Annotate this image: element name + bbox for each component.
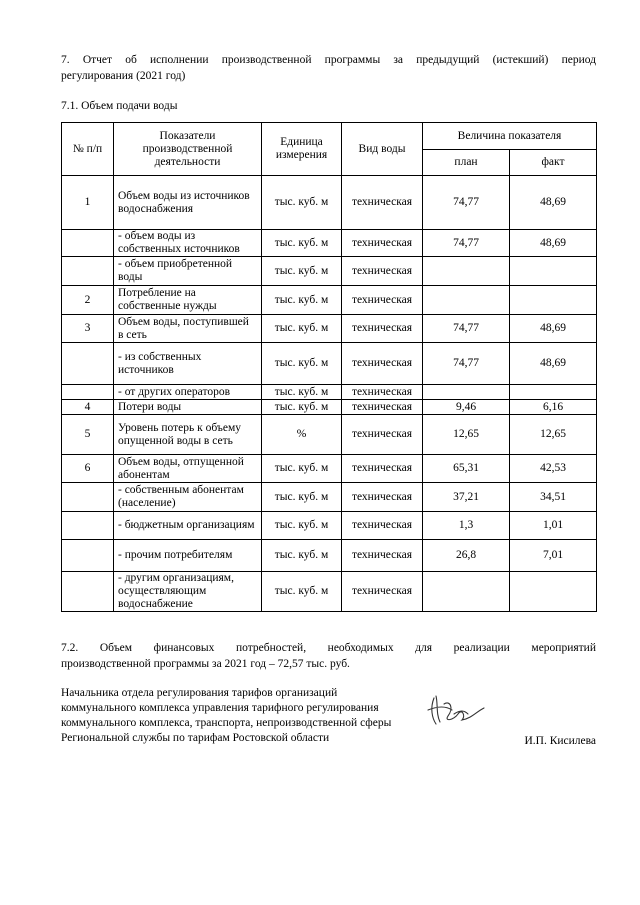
row-plan: [423, 572, 510, 612]
row-unit: тыс. куб. м: [262, 286, 342, 315]
row-unit: тыс. куб. м: [262, 512, 342, 540]
row-water-type: техническая: [342, 512, 423, 540]
header-water-type: Вид воды: [342, 123, 423, 176]
row-plan: 37,21: [423, 483, 510, 512]
row-unit: тыс. куб. м: [262, 400, 342, 415]
row-num: [62, 230, 114, 257]
row-num: [62, 512, 114, 540]
row-unit: тыс. куб. м: [262, 257, 342, 286]
row-plan: 1,3: [423, 512, 510, 540]
row-unit: тыс. куб. м: [262, 343, 342, 385]
row-plan: 74,77: [423, 315, 510, 343]
table-row: [62, 455, 597, 483]
row-indicator: - прочим потребителям: [114, 540, 262, 572]
table-row: [62, 315, 597, 343]
row-fact: 7,01: [510, 540, 597, 572]
row-indicator: Объем воды, отпущенной абонентам: [114, 455, 262, 483]
row-fact: [510, 257, 597, 286]
row-water-type: техническая: [342, 343, 423, 385]
row-unit: тыс. куб. м: [262, 385, 342, 400]
row-fact: [510, 572, 597, 612]
header-fact: факт: [510, 150, 597, 176]
row-indicator: - объем приобретенной воды: [114, 257, 262, 286]
row-num: [62, 385, 114, 400]
signatory-name: И.П. Кисилева: [524, 735, 596, 747]
header-unit: Единица измерения: [262, 123, 342, 176]
table-row: [62, 343, 597, 385]
row-unit: тыс. куб. м: [262, 230, 342, 257]
row-indicator: - от других операторов: [114, 385, 262, 400]
row-num: [62, 483, 114, 512]
row-fact: 12,65: [510, 415, 597, 455]
row-num: 4: [62, 400, 114, 415]
row-water-type: техническая: [342, 415, 423, 455]
row-plan: 9,46: [423, 400, 510, 415]
row-plan: [423, 385, 510, 400]
row-water-type: техническая: [342, 455, 423, 483]
row-water-type: техническая: [342, 400, 423, 415]
row-indicator: - из собственных источников: [114, 343, 262, 385]
header-indicator: Показатели производственной деятельности: [114, 123, 262, 176]
row-unit: тыс. куб. м: [262, 540, 342, 572]
row-indicator: - собственным абонентам (население): [114, 483, 262, 512]
row-unit: тыс. куб. м: [262, 572, 342, 612]
section-7-heading-line2: регулирования (2021 год): [61, 70, 186, 82]
row-fact: 6,16: [510, 400, 597, 415]
row-water-type: техническая: [342, 257, 423, 286]
row-indicator: Потребление на собственные нужды: [114, 286, 262, 315]
row-water-type: техническая: [342, 385, 423, 400]
row-plan: 65,31: [423, 455, 510, 483]
row-num: 5: [62, 415, 114, 455]
header-plan: план: [423, 150, 510, 176]
row-fact: 48,69: [510, 230, 597, 257]
row-water-type: техническая: [342, 286, 423, 315]
row-plan: 74,77: [423, 176, 510, 230]
row-fact: 42,53: [510, 455, 597, 483]
row-fact: 48,69: [510, 343, 597, 385]
row-num: 3: [62, 315, 114, 343]
row-unit: %: [262, 415, 342, 455]
row-plan: 12,65: [423, 415, 510, 455]
row-num: 2: [62, 286, 114, 315]
header-value: Величина показателя: [423, 123, 597, 150]
row-plan: 74,77: [423, 230, 510, 257]
signature-line3: коммунального комплекса, транспорта, непроизводственной сферы: [61, 717, 392, 729]
row-indicator: Потери воды: [114, 400, 262, 415]
row-plan: [423, 257, 510, 286]
row-water-type: техническая: [342, 176, 423, 230]
row-num: [62, 343, 114, 385]
row-unit: тыс. куб. м: [262, 455, 342, 483]
row-num: [62, 257, 114, 286]
table-row: [62, 572, 597, 612]
row-fact: 48,69: [510, 176, 597, 230]
section-7-1-heading: 7.1. Объем подачи воды: [61, 100, 178, 112]
signature-line4: Региональной службы по тарифам Ростовской области: [61, 732, 330, 744]
table-row: [62, 512, 597, 540]
handwritten-signature: [424, 690, 494, 730]
row-indicator: Уровень потерь к объему опущенной воды в сеть: [114, 415, 262, 455]
signature-position: [61, 686, 596, 746]
table-row: [62, 230, 597, 257]
row-num: [62, 540, 114, 572]
table-row: [62, 540, 597, 572]
row-fact: 1,01: [510, 512, 597, 540]
signature-line1: Начальника отдела регулирования тарифов организаций: [61, 687, 338, 699]
row-fact: 48,69: [510, 315, 597, 343]
row-water-type: техническая: [342, 230, 423, 257]
row-num: [62, 572, 114, 612]
row-fact: [510, 286, 597, 315]
row-fact: 34,51: [510, 483, 597, 512]
row-unit: тыс. куб. м: [262, 176, 342, 230]
row-indicator: - объем воды из собственных источников: [114, 230, 262, 257]
header-num: № п/п: [62, 123, 114, 176]
table-row: [62, 400, 597, 415]
row-fact: [510, 385, 597, 400]
row-water-type: техническая: [342, 483, 423, 512]
row-indicator: Объем воды из источников водоснабжения: [114, 176, 262, 230]
table-row: [62, 257, 597, 286]
row-num: 6: [62, 455, 114, 483]
row-indicator: Объем воды, поступившей в сеть: [114, 315, 262, 343]
row-water-type: техническая: [342, 572, 423, 612]
section-7-2-line2: производственной программы за 2021 год – 72,57 тыс. руб.: [61, 658, 350, 670]
table-row: [62, 483, 597, 512]
water-supply-table: [61, 122, 597, 612]
table-row: [62, 385, 597, 400]
row-indicator: - другим организациям, осуществляющим водоснабжение: [114, 572, 262, 612]
row-unit: тыс. куб. м: [262, 315, 342, 343]
row-water-type: техническая: [342, 315, 423, 343]
section-7-heading-line1: 7. Отчет об исполнении производственной программы за предыдущий (истекший) период: [61, 54, 596, 66]
section-7-2-line1: 7.2. Объем финансовых потребностей, необходимых для реализации мероприятий: [61, 642, 596, 654]
row-water-type: техническая: [342, 540, 423, 572]
signature-line2: коммунального комплекса управления тарифного регулирования: [61, 702, 379, 714]
row-plan: 26,8: [423, 540, 510, 572]
row-plan: 74,77: [423, 343, 510, 385]
table-row: [62, 176, 597, 230]
row-indicator: - бюджетным организациям: [114, 512, 262, 540]
table-row: [62, 415, 597, 455]
row-unit: тыс. куб. м: [262, 483, 342, 512]
row-plan: [423, 286, 510, 315]
table-row: [62, 286, 597, 315]
row-num: 1: [62, 176, 114, 230]
